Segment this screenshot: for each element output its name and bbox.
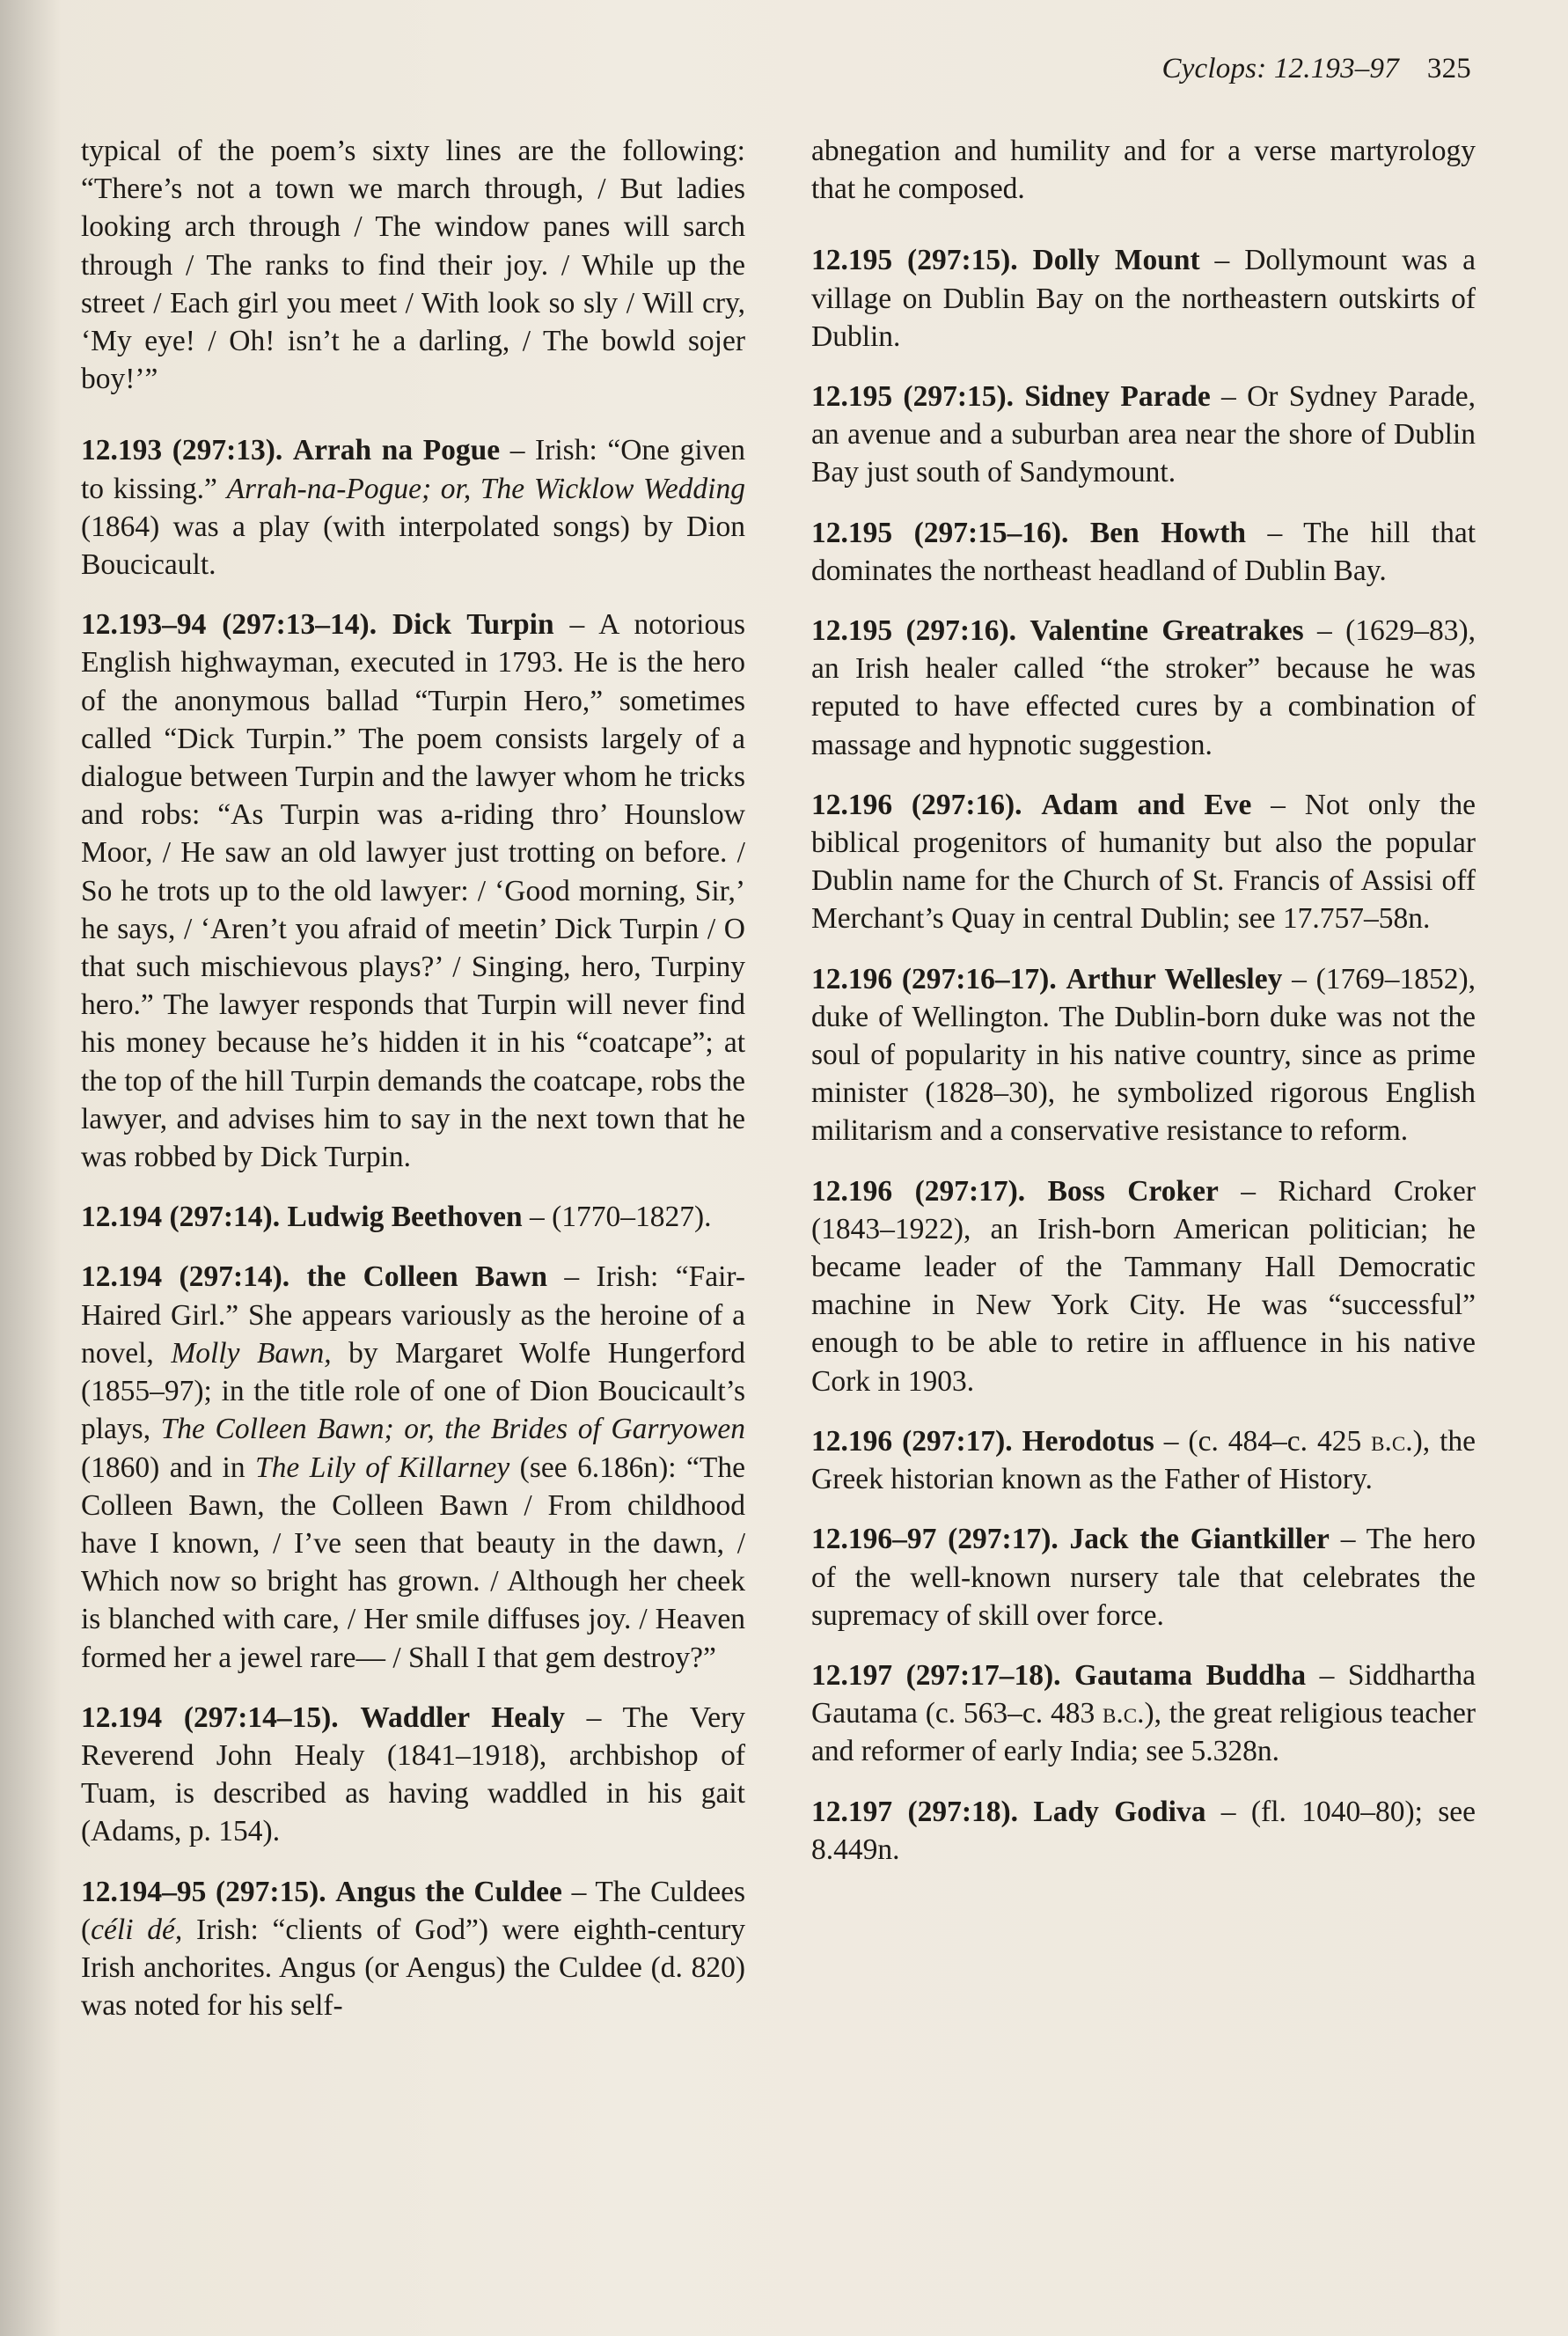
entry-angus-the-culdee [81,1873,745,2025]
entry-text: – A notorious English highwayman, executed in 1793. He is the hero of the anonymous ballad “Turpin Hero,” sometimes called “Dick Turpin.” The poem consists largely of a dialogue between Turpin and the lawyer whom he tricks and robs: “As Turpin was a-riding thro’ Hounslow Moor, / He saw an old lawyer just trotting on before. / So he trots up to the old lawyer: / ‘Good morning, Sir,’ he says, / ‘Aren’t you afraid of meetin’ Dick Turpin / O that such mischievous plays?’ / Singing, hero, Turpiny hero.” The lawyer responds that Turpin will never find his money because he’s hidden it in his “coatcape”; at the top of the hill Turpin demands the coatcape, robs the lawyer, and advises him to say in the next town that he was robbed by Dick Turpin. [81,608,745,1174]
entry-reference: 12.196 (297:16). [811,788,1022,821]
entry-gautama-buddha [811,1657,1476,1771]
entry-reference: 12.194 (297:14–15). [81,1701,339,1734]
entry-ludwig-beethoven [81,1198,745,1236]
entry-reference: 12.196–97 (297:17). [811,1523,1059,1556]
entry-arrah-na-pogue [81,431,745,584]
entry-reference: 12.195 (297:15–16). [811,516,1069,549]
entry-text: – (1770–1827). [522,1201,712,1234]
entry-text: – (c. 484–c. 425 [1154,1424,1372,1458]
entry-italic: céli dé, [91,1913,183,1946]
entry-text: – Dollymount was a village on Dublin Bay on the northeastern outskirts of Dublin. [811,244,1476,353]
entry-reference: 12.195 (297:15). [811,244,1018,277]
entry-text: – Irish: “One given to kissing.” [81,434,746,505]
entry-lemma: Arthur Wellesley [1066,962,1283,995]
entry-text: – The hill that dominates the northeast headland of Dublin Bay. [811,516,1476,587]
entry-text: (see 6.186n): “The Colleen Bawn, the Colleen Bawn / From childhood have I known, / I’ve seen that beauty in the dawn, / Which now so bright has grown. / Although her cheek is blanched with care, / Her smile diffuses joy. / Heaven formed her a jewel rare— / Shall I that gem destroy?” [81,1451,745,1674]
entry-lemma: Adam and Eve [1041,788,1252,821]
entry-dolly-mount [811,241,1476,356]
entry-lemma: Sidney Parade [1024,380,1211,414]
entry-lemma: Ludwig Beethoven [287,1201,523,1234]
entry-jack-the-giantkiller [811,1520,1476,1634]
entry-lemma: Jack the Giantkiller [1069,1523,1330,1556]
entry-text: – (1769–1852), duke of Wellington. The Dublin-born duke was not the soul of popularity in his native country, since as prime minister (1828–30), he symbolized rigorous English militarism and a conservative resistance to reform. [811,962,1476,1148]
entry-reference: 12.195 (297:16). [811,614,1017,648]
entry-colleen-bawn [81,1258,745,1676]
entry-sidney-parade [811,378,1476,492]
entry-reference: 12.197 (297:18). [811,1795,1019,1828]
entry-text: – Siddhartha Gautama (c. 563–c. 483 [811,1658,1476,1730]
entry-valentine-greatrakes [811,612,1476,764]
entry-lemma: Gautama Buddha [1074,1658,1307,1692]
entry-reference: 12.194 (297:14). [81,1201,281,1234]
entry-text: ), the Greek historian known as the Father of History. [811,1424,1476,1496]
right-column [811,132,1476,1891]
entry-reference: 12.194 (297:14). [81,1260,290,1294]
entry-reference: 12.196 (297:16–17). [811,962,1057,995]
running-title: Cyclops: 12.193–97 [1161,53,1399,84]
page-header [1161,53,1471,85]
entry-lemma: Lady Godiva [1033,1795,1206,1828]
continuation-paragraph: abnegation and humility and for a verse martyrology that he composed. [811,135,1476,206]
entry-italic: The Colleen Bawn; or, the Brides of Garryowen [160,1413,745,1446]
entry-adam-and-eve [811,786,1476,938]
entry-reference: 12.194–95 (297:15). [81,1875,326,1908]
entry-text: (1864) was a play (with interpolated songs) by Dion Boucicault. [81,510,745,582]
entry-reference: 12.193–94 (297:13–14). [81,608,377,642]
entry-lemma: Valentine Greatrakes [1029,614,1304,648]
binding-shadow [0,0,62,2336]
page-number: 325 [1426,53,1471,84]
entry-smallcaps: b.c. [1371,1424,1413,1458]
entry-text: – Irish: “Fair-Haired Girl.” She appears variously as the heroine of a novel, [81,1260,746,1370]
entry-italic: Molly Bawn, [171,1336,332,1370]
entry-reference: 12.197 (297:17–18). [811,1658,1061,1692]
entry-herodotus [811,1422,1476,1498]
entry-reference: 12.193 (297:13). [81,434,283,467]
entry-lemma: Dolly Mount [1032,244,1200,277]
entry-waddler-healy [81,1699,745,1851]
entry-lemma: the Colleen Bawn [306,1260,547,1294]
entry-ben-howth [811,514,1476,590]
entry-boss-croker [811,1172,1476,1400]
entry-lemma: Dick Turpin [392,608,554,642]
entry-text: – Not only the biblical progenitors of humanity but also the popular Dublin name for the Church of St. Francis of Assisi off Merchant’s Quay in central Dublin; see 17.757–58n. [811,788,1476,936]
entry-reference: 12.195 (297:15). [811,380,1015,414]
entry-lemma: Waddler Healy [360,1701,565,1734]
entry-lemma: Herodotus [1022,1424,1154,1458]
entry-text: – (fl. 1040–80); see 8.449n. [811,1795,1476,1866]
entry-text: – Or Sydney Parade, an avenue and a suburban area near the shore of Dublin Bay just south of Sandymount. [811,380,1476,489]
entry-text: – The hero of the well-known nursery tale that celebrates the supremacy of skill over force. [811,1523,1476,1632]
left-column [81,132,745,2046]
entry-text: (1860) and in [81,1451,256,1484]
entry-lemma: Angus the Culdee [335,1875,562,1908]
entry-italic: Arrah-na-Pogue; or, The Wicklow Wedding [226,472,745,505]
entry-reference: 12.196 (297:17). [811,1424,1013,1458]
entry-lemma: Boss Croker [1047,1174,1219,1208]
entry-lady-godiva [811,1793,1476,1869]
entry-text: Irish: “clients of God”) were eighth-century Irish anchorites. Angus (or Aengus) the Culdee (d. 820) was noted for his self- [81,1913,745,2023]
entry-text: ), the great religious teacher and reformer of early India; see 5.328n. [811,1697,1476,1768]
entry-smallcaps: b.c. [1103,1697,1145,1730]
entry-arthur-wellesley [811,960,1476,1150]
continuation-paragraph: typical of the poem’s sixty lines are the following: “There’s not a town we march through, / But ladies looking arch through / The window panes will sarch through / The ranks to find their joy. / While up the street / Each girl you meet / With look so sly / Will cry, ‘My eye! / Oh! isn’t he a darling, / The bowld sojer boy!’” [81,135,745,396]
entry-lemma: Arrah na Pogue [292,434,501,467]
entry-dick-turpin [81,606,745,1176]
entry-text: – Richard Croker (1843–1922), an Irish-born American politician; he became leader of the Tammany Hall Democratic machine in New York City. He was “successful” enough to be able to retire in affluence in his native Cork in 1903. [811,1174,1476,1398]
entry-text: by Margaret Wolfe Hungerford (1855–97); in the title role of one of Dion Boucicault’s plays, [81,1336,745,1446]
entry-lemma: Ben Howth [1089,516,1247,549]
entry-italic: The Lily of Killarney [255,1451,510,1484]
entry-text: – The Culdees ( [81,1875,746,1946]
entry-reference: 12.196 (297:17). [811,1174,1026,1208]
entry-text: – The Very Reverend John Healy (1841–1918), archbishop of Tuam, is described as having waddled in his gait (Adams, p. 154). [81,1701,745,1848]
entry-text: – (1629–83), an Irish healer called “the stroker” because he was reputed to have effected cures by a combination of massage and hypnotic suggestion. [811,614,1476,761]
